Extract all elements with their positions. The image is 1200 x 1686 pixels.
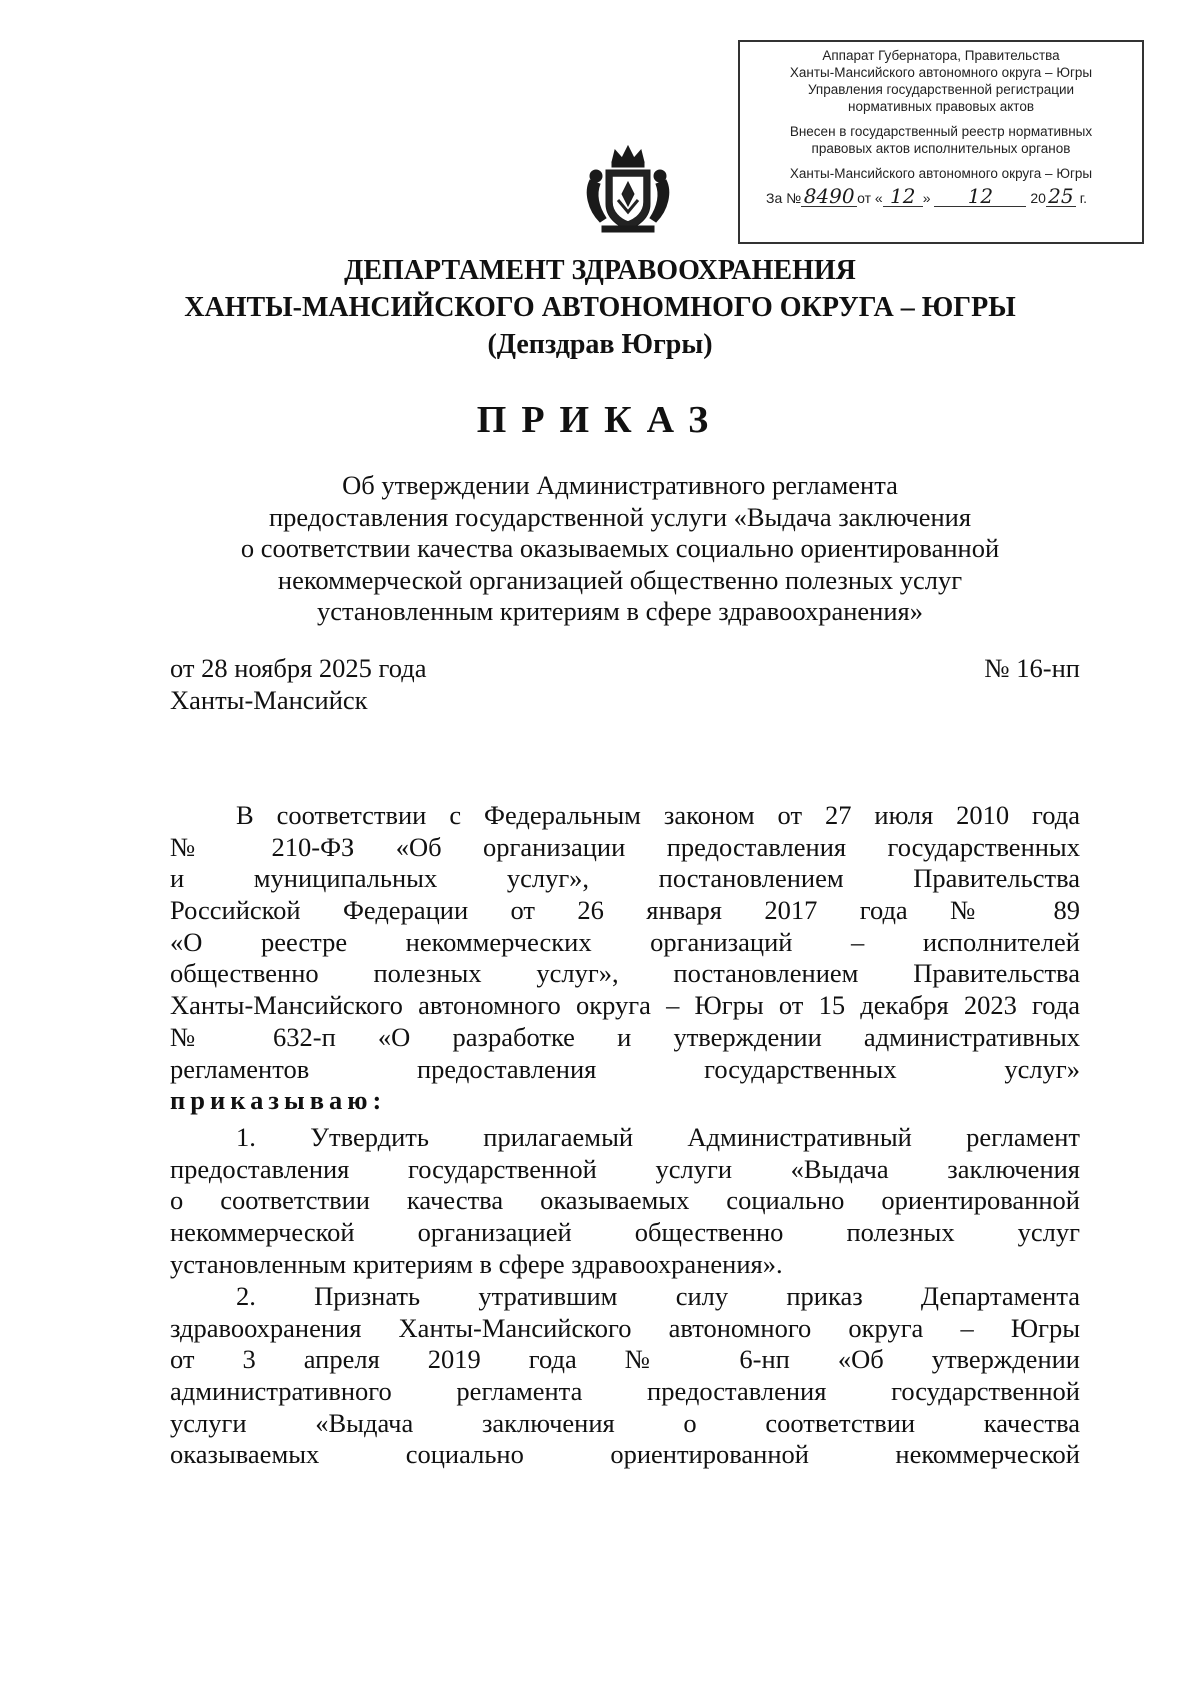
order-date: от 28 ноября 2025 года (170, 653, 427, 683)
stamp-line: правовых актов исполнительных органов (811, 141, 1071, 156)
department-short-name: (Депздрав Югры) (487, 329, 713, 360)
stamp-line: Ханты-Мансийского автономного округа – Югры (789, 166, 1093, 181)
text-line: административного регламента предоставления государственной (170, 1376, 1080, 1407)
registration-stamp (738, 40, 1144, 244)
stamp-line: Управления государственной регистрации (807, 82, 1075, 97)
stamp-registration-line (744, 186, 1138, 207)
text-line: оказываемых социально ориентированной некоммерческой (170, 1439, 1080, 1470)
text-line: 2. Признать утратившим силу приказ Департамента (236, 1281, 1080, 1311)
order-item-2 (170, 1281, 1080, 1471)
document-title: ПРИКАЗ (476, 399, 724, 441)
stamp-reg-day: 12 (883, 186, 923, 207)
order-word: приказываю: (170, 1085, 387, 1116)
order-city: Ханты-Мансийск (170, 685, 368, 715)
text-line: о соответствии качества оказываемых социально ориентированной (170, 1185, 1080, 1216)
stamp-reg-month: 12 (934, 186, 1026, 207)
subject-line: некоммерческой организацией общественно полезных услуг (277, 564, 963, 595)
stamp-reg-year-prefix: 20 (1030, 190, 1046, 206)
text-line: регламентов предоставления государственных услуг» (170, 1053, 1080, 1084)
department-name-line1: ДЕПАРТАМЕНТ ЗДРАВООХРАНЕНИЯ (344, 255, 856, 286)
stamp-reg-prefix: За № (766, 190, 802, 206)
text-line: от 3 апреля 2019 года № 6-нп «Об утверждении (170, 1344, 1080, 1375)
order-item-1 (170, 1122, 1080, 1280)
subject-line: предоставления государственной услуги «Выдача заключения (268, 501, 972, 532)
stamp-reg-number: 8490 (801, 186, 857, 207)
coat-of-arms-icon (582, 140, 674, 234)
subject-line: о соответствии качества оказываемых социально ориентированной (240, 533, 1000, 563)
stamp-line: нормативных правовых актов (847, 99, 1035, 114)
text-line: № 632-п «О разработке и утверждении административных (170, 1021, 1080, 1052)
order-number: № 16-нп (984, 653, 1080, 683)
text-line: 1. Утвердить прилагаемый Административный регламент (236, 1122, 1080, 1152)
text-line: общественно полезных услуг», постановлением Правительства (170, 958, 1080, 989)
text-line: Российской Федерации от 26 января 2017 года № 89 (170, 895, 1080, 926)
text-line: Ханты-Мансийского автономного округа – Югры от 15 декабря 2023 года (170, 990, 1080, 1021)
text-line: предоставления государственной услуги «Выдача заключения (170, 1153, 1080, 1184)
subject-line: Об утверждении Административного регламента (342, 470, 898, 500)
stamp-reg-from: от « (857, 190, 883, 206)
order-meta (170, 652, 1080, 716)
text-line: и муниципальных услуг», постановлением Правительства (170, 863, 1080, 894)
preamble-paragraph (170, 800, 1080, 1117)
text-line: «О реестре некоммерческих организаций – исполнителей (170, 926, 1080, 957)
text-line: установленным критериям в сфере здравоохранения». (170, 1248, 783, 1279)
stamp-line: Аппарат Губернатора, Правительства (822, 48, 1060, 63)
stamp-reg-day-close: » (922, 190, 931, 206)
subject-line: установленным критериям в сфере здравоохранения» (317, 596, 923, 626)
order-subject (160, 470, 1080, 628)
text-line: некоммерческой организацией общественно полезных услуг (170, 1217, 1080, 1248)
stamp-reg-year: 25 (1046, 186, 1076, 207)
stamp-line: Внесен в государственный реестр нормативных (789, 124, 1093, 139)
text-line: В соответствии с Федеральным законом от 27 июля 2010 года (236, 800, 1080, 830)
department-name-line2: ХАНТЫ-МАНСИЙСКОГО АВТОНОМНОГО ОКРУГА – ЮГРЫ (184, 292, 1016, 323)
text-line: № 210-ФЗ «Об организации предоставления государственных (170, 831, 1080, 862)
text-line: здравоохранения Ханты-Мансийского автономного округа – Югры (170, 1312, 1080, 1343)
text-line: услуги «Выдача заключения о соответствии качества (170, 1407, 1080, 1438)
stamp-line: Ханты-Мансийского автономного округа – Югры (789, 65, 1093, 80)
stamp-reg-year-suffix: г. (1079, 190, 1088, 206)
